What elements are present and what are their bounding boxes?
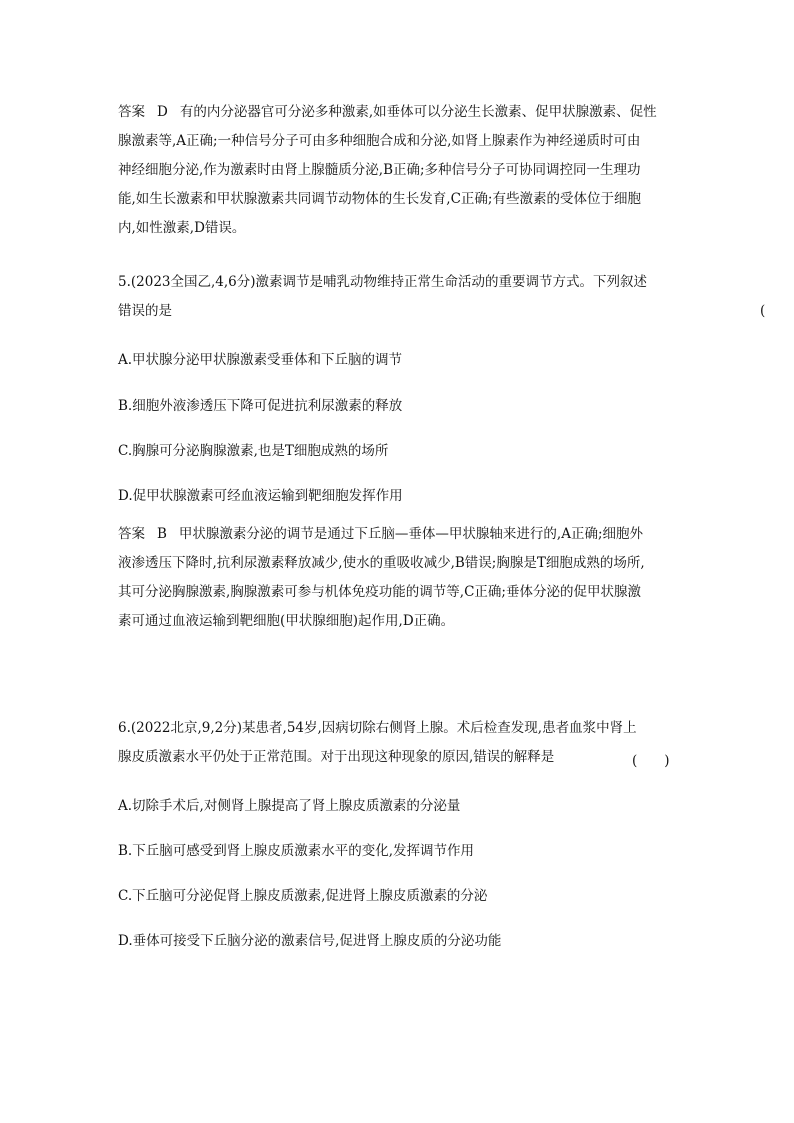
answer-label: 答案	[118, 104, 145, 120]
question-5-line-1: 5.(2023全国乙,4,6分)激素调节是哺乳动物维持正常生命活动的重要调节方式。下列叙述	[118, 274, 648, 290]
answer-4-line-3: 神经细胞分泌,作为激素时由肾上腺髓质分泌,B正确;多种信号分子可协同调控同一生理功	[118, 162, 641, 178]
question-6-line-2: 腺皮质激素水平仍处于正常范围。对于出现这种现象的原因,错误的解释是	[118, 749, 555, 765]
answer-choice: D	[157, 104, 168, 120]
question-5-option-a: A.甲状腺分泌甲状腺激素受垂体和下丘脑的调节	[118, 352, 403, 368]
question-5-option-c: C.胸腺可分泌胸腺激素,也是T细胞成熟的场所	[118, 443, 389, 459]
question-6-answer-paren: ( )	[632, 753, 670, 769]
question-5-line-2: 错误的是	[118, 303, 172, 319]
answer-label: 答案	[118, 526, 145, 542]
answer-choice: B	[157, 526, 167, 542]
question-6-option-a: A.切除手术后,对侧肾上腺提高了肾上腺皮质激素的分泌量	[118, 798, 461, 814]
question-6-option-d: D.垂体可接受下丘脑分泌的激素信号,促进肾上腺皮质的分泌功能	[118, 933, 502, 949]
answer-5-line-2: 液渗透压下降时,抗利尿激素释放减少,使水的重吸收减少,B错误;胸腺是T细胞成熟的场所,	[118, 555, 645, 571]
question-6-line-1: 6.(2022北京,9,2分)某患者,54岁,因病切除右侧肾上腺。术后检查发现,患者血浆中肾上	[118, 720, 637, 736]
answer-4-line-4: 能,如生长激素和甲状腺激素共同调节动物体的生长发育,C正确;有些激素的受体位于细胞	[118, 191, 641, 207]
question-5-option-d: D.促甲状腺激素可经血液运输到靶细胞发挥作用	[118, 488, 403, 504]
question-5-stem	[118, 268, 678, 326]
answer-5-line-1: 答案 B 甲状腺激素分泌的调节是通过下丘脑—垂体—甲状腺轴来进行的,A正确;细胞外	[118, 526, 644, 542]
answer-4-line-1: 答案 D 有的内分泌器官可分泌多种激素,如垂体可以分泌生长激素、促甲状腺激素、促性	[118, 104, 657, 120]
answer-4-line-2: 腺激素等,A正确;一种信号分子可由多种细胞合成和分泌,如肾上腺素作为神经递质时可由	[118, 133, 641, 149]
answer-4-line-5: 内,如性激素,D错误。	[118, 220, 246, 236]
answer-5-line-4: 素可通过血液运输到靶细胞(甲状腺细胞)起作用,D正确。	[118, 613, 455, 629]
question-6-option-c: C.下丘脑可分泌促肾上腺皮质激素,促进肾上腺皮质激素的分泌	[118, 888, 488, 904]
question-6-option-b: B.下丘脑可感受到肾上腺皮质激素水平的变化,发挥调节作用	[118, 843, 475, 859]
question-5-option-b: B.细胞外液渗透压下降可促进抗利尿激素的释放	[118, 398, 403, 414]
answer-5-line-3: 其可分泌胸腺激素,胸腺激素可参与机体免疫功能的调节等,C正确;垂体分泌的促甲状腺激	[118, 584, 641, 600]
question-6-stem	[118, 714, 678, 772]
answer-4	[118, 98, 678, 243]
question-5-answer-paren: (	[760, 303, 766, 319]
answer-5	[118, 520, 678, 636]
